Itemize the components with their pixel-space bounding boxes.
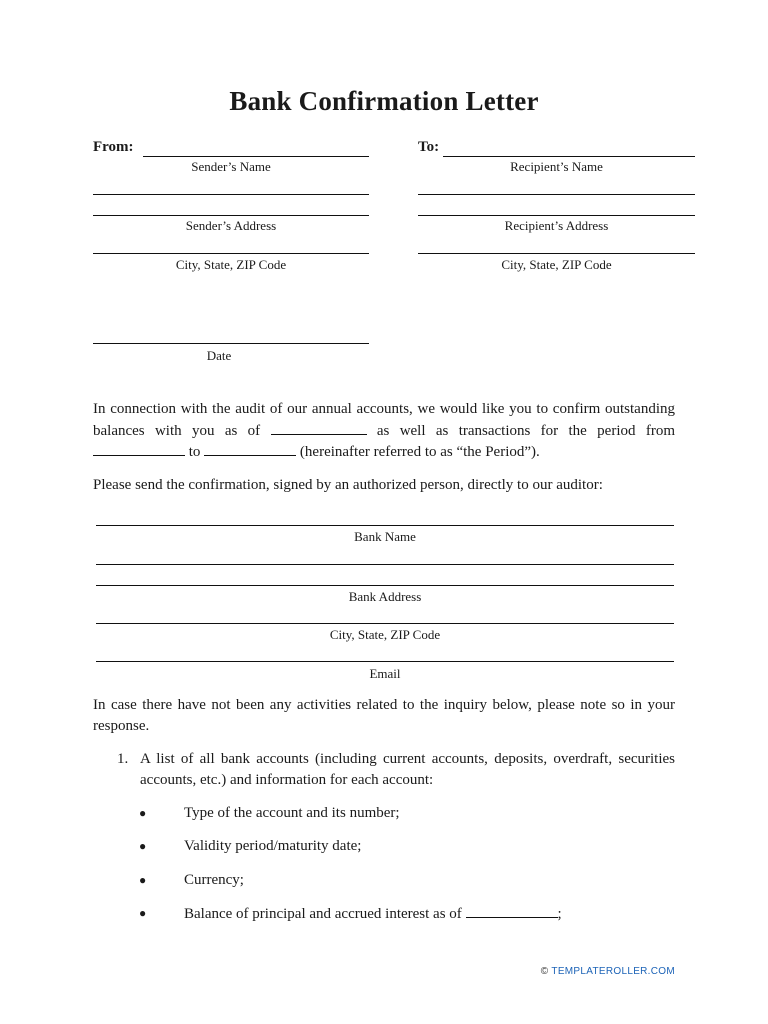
recipient-city-field[interactable]: [418, 253, 695, 254]
bank-address-caption: Bank Address: [348, 589, 422, 604]
recipient-address-caption: Recipient’s Address: [504, 218, 609, 233]
bullet-icon: ●: [139, 839, 147, 853]
bullet-item: Currency;: [184, 872, 244, 888]
email-caption: Email: [369, 666, 401, 681]
intro-text-2: as well as transactions for the period from: [376, 422, 676, 439]
auditor-request-text: Please send the confirmation, signed by an authorized person, directly to our auditor:: [93, 477, 603, 493]
intro-text-4: (hereinafter referred to as “the Period”).: [299, 444, 540, 460]
sender-address-line-2[interactable]: [93, 215, 369, 216]
footer-brand[interactable]: [541, 966, 675, 977]
sender-city-caption: City, State, ZIP Code: [175, 257, 287, 272]
recipient-address-line-1[interactable]: [418, 194, 695, 195]
intro-text-1: In connection with the audit of our annual accounts, we would like you to confirm outstanding balances with you as of: [93, 401, 675, 439]
auditor-city-caption: City, State, ZIP Code: [329, 627, 441, 642]
bank-name-field[interactable]: [96, 525, 674, 526]
bank-address-line-2[interactable]: [96, 585, 674, 586]
list-item-1-text: A list of all bank accounts (including current accounts, deposits, overdraft, securities accounts, etc.) and information for each account:: [140, 751, 675, 788]
balance-date-blank[interactable]: [466, 903, 558, 918]
auditor-city-field[interactable]: [96, 623, 674, 624]
bullet-icon: ●: [139, 873, 147, 887]
bank-name-caption: Bank Name: [354, 529, 416, 544]
bullet-item: Type of the account and its number;: [184, 805, 400, 821]
bullet-icon: ●: [139, 806, 147, 820]
bullet-item-balance: [184, 903, 562, 925]
sender-name-caption: Sender’s Name: [191, 159, 271, 174]
recipient-name-field[interactable]: [443, 156, 695, 157]
copyright-icon: ©: [540, 966, 549, 977]
sender-city-field[interactable]: [93, 253, 369, 254]
intro-text-3: to: [188, 444, 201, 460]
bullet-item-text: Balance of principal and accrued interest as of: [184, 906, 462, 922]
intro-paragraph: [93, 399, 675, 463]
to-label: To:: [418, 139, 440, 155]
sender-name-field[interactable]: [143, 156, 369, 157]
sender-address-line-1[interactable]: [93, 194, 369, 195]
recipient-city-caption: City, State, ZIP Code: [501, 257, 612, 272]
date-field[interactable]: [93, 343, 369, 344]
bullet-icon: ●: [139, 906, 147, 920]
from-label: From:: [93, 139, 134, 155]
document-title: Bank Confirmation Letter: [229, 86, 539, 116]
sender-address-caption: Sender’s Address: [185, 218, 277, 233]
bank-address-line-1[interactable]: [96, 564, 674, 565]
as-of-date-blank[interactable]: [271, 420, 367, 435]
bullet-item: Validity period/maturity date;: [184, 838, 362, 854]
recipient-name-caption: Recipient’s Name: [510, 159, 603, 174]
period-from-blank[interactable]: [93, 441, 185, 456]
email-field[interactable]: [96, 661, 674, 662]
footer-brand-text: TEMPLATEROLLER.COM: [551, 966, 675, 977]
date-caption: Date: [206, 348, 232, 363]
period-to-blank[interactable]: [204, 441, 296, 456]
inquiry-note: In case there have not been any activities related to the inquiry below, please note so in your response.: [93, 697, 675, 734]
list-item-1-number: 1.: [117, 751, 129, 767]
recipient-address-line-2[interactable]: [418, 215, 695, 216]
bullet-item-suffix: ;: [557, 906, 562, 922]
